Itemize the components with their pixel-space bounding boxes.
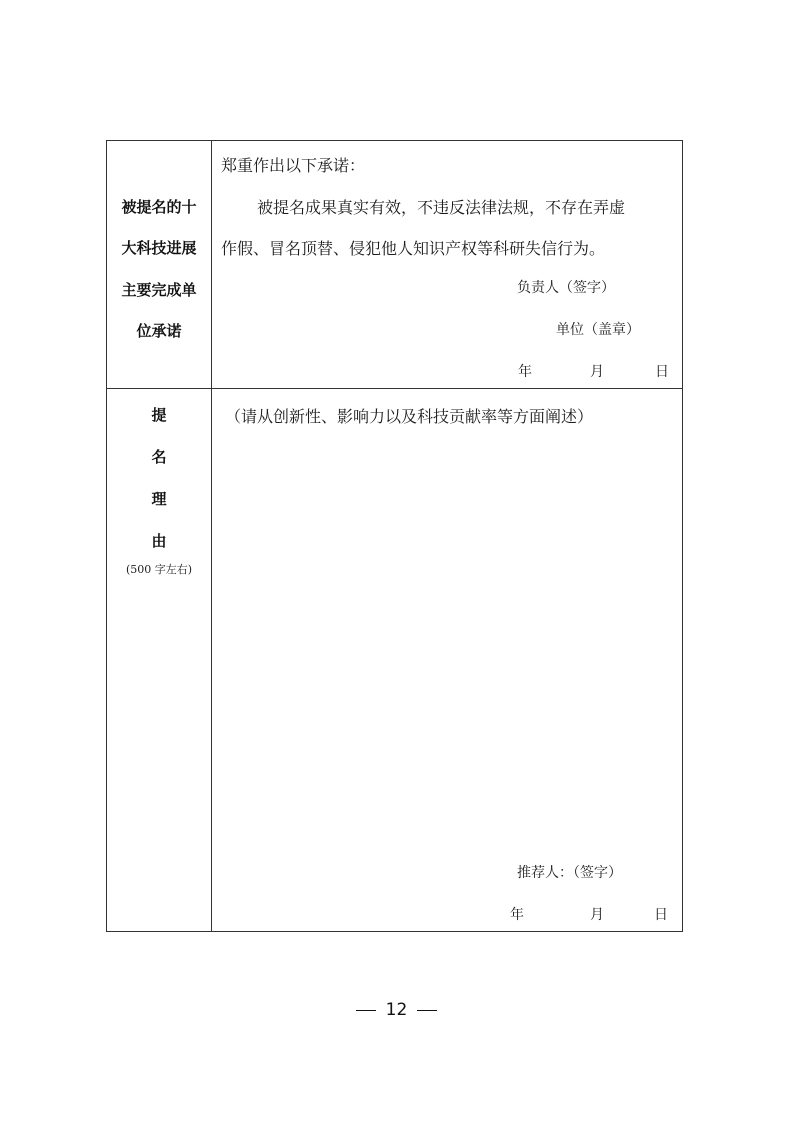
date-day: 日 bbox=[655, 364, 669, 380]
commitment-intro: 郑重作出以下承诺： bbox=[221, 156, 366, 175]
commitment-statement-line1: 被提名成果真实有效，不违反法律法规，不存在弄虚 bbox=[257, 198, 626, 217]
page-number-dash-left bbox=[356, 1010, 376, 1011]
page-number-value: 12 bbox=[385, 1000, 408, 1020]
date-day: 日 bbox=[654, 907, 668, 923]
date-month: 月 bbox=[590, 364, 604, 380]
column-divider bbox=[211, 141, 212, 931]
reason-instruction: （请从创新性、影响力以及科技贡献率等方面阐述） bbox=[225, 407, 594, 426]
section2-label-char: 提 bbox=[151, 406, 167, 424]
section2-label-char: 由 bbox=[151, 532, 167, 550]
section1-label bbox=[107, 141, 211, 388]
commitment-form-table bbox=[106, 140, 683, 932]
section2-label-char: 理 bbox=[151, 490, 167, 508]
page-number-dash-right bbox=[417, 1010, 437, 1011]
date-year: 年 bbox=[510, 907, 524, 923]
signer-label: 负责人（签字） bbox=[517, 280, 615, 296]
section2-label bbox=[107, 389, 211, 933]
date-year: 年 bbox=[518, 364, 532, 380]
section1-label-line: 主要完成单 bbox=[121, 281, 197, 299]
section1-label-line: 位承诺 bbox=[136, 322, 182, 340]
word-limit-note: (500 字左右) bbox=[125, 563, 193, 576]
date-month: 月 bbox=[590, 907, 604, 923]
recommender-label: 推荐人：（签字） bbox=[517, 865, 622, 881]
section1-label-line: 被提名的十 bbox=[121, 198, 197, 216]
unit-seal-label: 单位（盖章） bbox=[556, 322, 640, 338]
page-number bbox=[0, 1000, 793, 1020]
commitment-statement-line2: 作假、冒名顶替、侵犯他人知识产权等科研失信行为。 bbox=[221, 239, 606, 258]
section2-label-char: 名 bbox=[151, 448, 167, 466]
section1-label-line: 大科技进展 bbox=[121, 239, 197, 257]
